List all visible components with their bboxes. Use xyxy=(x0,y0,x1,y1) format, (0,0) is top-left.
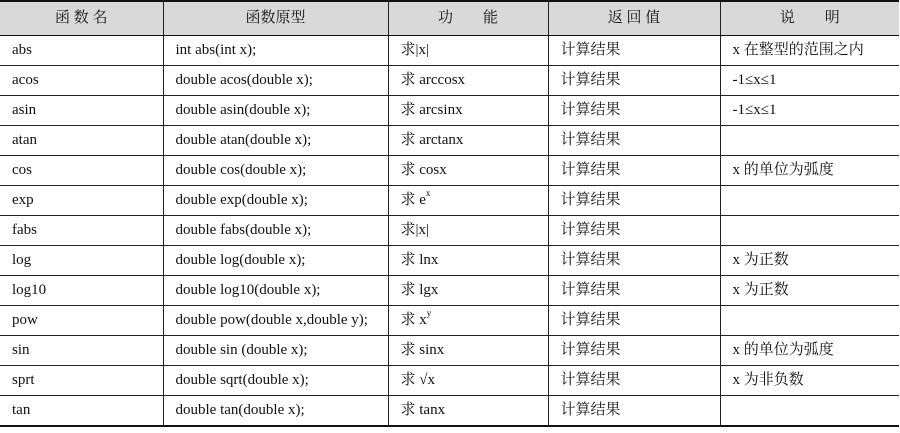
cell-prototype xyxy=(163,66,388,96)
cell-description-text: x 为非负数 xyxy=(732,372,804,388)
cell-return-value xyxy=(548,396,720,427)
cell-description-text: x 在整型的范围之内 xyxy=(732,42,864,58)
cell-return-value xyxy=(548,306,720,336)
cell-return-value-text: 计算结果 xyxy=(560,132,621,148)
cell-function-name xyxy=(0,216,163,246)
cell-function-text: 求 sinx xyxy=(400,342,445,358)
cell-prototype xyxy=(163,186,388,216)
cell-function-name-text: log10 xyxy=(12,282,47,298)
cell-prototype-text: double asin(double x); xyxy=(175,102,311,118)
cell-function xyxy=(388,216,548,246)
cell-description xyxy=(720,126,899,156)
cell-function-name-text: log xyxy=(12,252,32,268)
cell-function-name-text: asin xyxy=(12,102,37,118)
cell-function-text: 求 arcsinx xyxy=(400,102,463,118)
cell-function-name xyxy=(0,276,163,306)
cell-description xyxy=(720,96,899,126)
cell-return-value-text: 计算结果 xyxy=(560,162,621,178)
cell-prototype xyxy=(163,306,388,336)
cell-function-text: 求 arctanx xyxy=(400,132,464,148)
superscript-exponent: y xyxy=(426,308,432,318)
cell-description xyxy=(720,36,899,66)
cell-return-value-text: 计算结果 xyxy=(560,192,621,208)
cell-function-name xyxy=(0,396,163,427)
table-row xyxy=(0,66,899,96)
cell-prototype xyxy=(163,246,388,276)
cell-description-text: x 的单位为弧度 xyxy=(732,342,834,358)
header-return-value: 返 回 值 xyxy=(548,1,720,36)
cell-function xyxy=(388,306,548,336)
cell-description-text: -1≤x≤1 xyxy=(732,102,777,118)
cell-return-value xyxy=(548,336,720,366)
cell-function-text: 求 lnx xyxy=(400,252,439,268)
cell-function-name xyxy=(0,36,163,66)
header-prototype: 函数原型 xyxy=(163,1,388,36)
cell-prototype-text: double sin (double x); xyxy=(175,342,308,358)
cell-return-value xyxy=(548,36,720,66)
cell-prototype-text: double exp(double x); xyxy=(175,192,308,208)
cell-function-name-text: cos xyxy=(12,162,32,178)
cell-return-value xyxy=(548,156,720,186)
cell-function-text: 求 cosx xyxy=(400,162,447,178)
cell-prototype xyxy=(163,216,388,246)
cell-function xyxy=(388,96,548,126)
table-row xyxy=(0,186,899,216)
cell-prototype-text: double log10(double x); xyxy=(175,282,321,298)
cell-function xyxy=(388,156,548,186)
cell-description-text: x 的单位为弧度 xyxy=(732,162,834,178)
table-row xyxy=(0,336,899,366)
table-row xyxy=(0,126,899,156)
table-row xyxy=(0,396,899,427)
cell-function-name-text: fabs xyxy=(12,222,37,238)
superscript-exponent: x xyxy=(425,188,431,198)
cell-prototype-text: double log(double x); xyxy=(175,252,306,268)
cell-return-value xyxy=(548,216,720,246)
cell-prototype xyxy=(163,96,388,126)
cell-return-value xyxy=(548,246,720,276)
cell-description xyxy=(720,66,899,96)
cell-function-name-text: atan xyxy=(12,132,37,148)
cell-function-name-text: sin xyxy=(12,342,30,358)
cell-return-value-text: 计算结果 xyxy=(560,312,621,328)
cell-description xyxy=(720,276,899,306)
cell-function-text: 求 x xyxy=(400,312,427,328)
cell-description-text: -1≤x≤1 xyxy=(732,72,777,88)
table-row xyxy=(0,276,899,306)
cell-prototype xyxy=(163,156,388,186)
cell-function-text: 求 tanx xyxy=(400,402,446,418)
header-function-name: 函 数 名 xyxy=(0,1,163,36)
table-row xyxy=(0,306,899,336)
cell-description xyxy=(720,216,899,246)
cell-description xyxy=(720,186,899,216)
cell-prototype xyxy=(163,396,388,427)
table-row xyxy=(0,156,899,186)
cell-function-name xyxy=(0,366,163,396)
cell-prototype-text: double fabs(double x); xyxy=(175,222,312,238)
cell-function xyxy=(388,186,548,216)
cell-function-text: 求 arccosx xyxy=(400,72,466,88)
cell-function-name-text: sprt xyxy=(12,372,35,388)
cell-return-value-text: 计算结果 xyxy=(560,42,621,58)
cell-prototype-text: double cos(double x); xyxy=(175,162,307,178)
cell-prototype-text: double sqrt(double x); xyxy=(175,372,309,388)
cell-description xyxy=(720,156,899,186)
table-body xyxy=(0,36,899,427)
cell-function-text: 求|x| xyxy=(400,222,430,238)
cell-function-name xyxy=(0,156,163,186)
cell-prototype-text: double tan(double x); xyxy=(175,402,305,418)
table-row xyxy=(0,216,899,246)
cell-function-name xyxy=(0,246,163,276)
table-row xyxy=(0,96,899,126)
cell-prototype xyxy=(163,366,388,396)
cell-function-text: 求 e xyxy=(400,192,426,208)
cell-function-name xyxy=(0,306,163,336)
cell-description xyxy=(720,366,899,396)
cell-return-value xyxy=(548,276,720,306)
header-description: 说 明 xyxy=(720,1,899,36)
cell-function-name-text: tan xyxy=(12,402,31,418)
cell-prototype-text: int abs(int x); xyxy=(175,42,257,58)
table-row xyxy=(0,366,899,396)
cell-function-name-text: acos xyxy=(12,72,39,88)
cell-function-text: 求 lgx xyxy=(400,282,439,298)
cell-function-name xyxy=(0,186,163,216)
cell-return-value xyxy=(548,126,720,156)
cell-function-name-text: exp xyxy=(12,192,34,208)
cell-return-value-text: 计算结果 xyxy=(560,402,621,418)
cell-function-text: 求 √x xyxy=(400,372,435,388)
cell-prototype-text: double atan(double x); xyxy=(175,132,312,148)
table-row xyxy=(0,36,899,66)
cell-prototype xyxy=(163,336,388,366)
cell-return-value xyxy=(548,186,720,216)
cell-prototype-text: double pow(double x,double y); xyxy=(175,312,368,328)
cell-return-value-text: 计算结果 xyxy=(560,222,621,238)
cell-return-value-text: 计算结果 xyxy=(560,372,621,388)
table-row xyxy=(0,246,899,276)
cell-function xyxy=(388,36,548,66)
cell-function-text: 求|x| xyxy=(400,42,430,58)
cell-function xyxy=(388,246,548,276)
cell-function xyxy=(388,276,548,306)
cell-function-name xyxy=(0,66,163,96)
cell-prototype-text: double acos(double x); xyxy=(175,72,313,88)
cell-prototype xyxy=(163,36,388,66)
cell-return-value xyxy=(548,66,720,96)
cell-function-name xyxy=(0,96,163,126)
table-header-row xyxy=(0,1,899,36)
cell-function xyxy=(388,366,548,396)
cell-function-name-text: abs xyxy=(12,42,32,58)
cell-return-value xyxy=(548,96,720,126)
cell-function xyxy=(388,396,548,427)
cell-function-name xyxy=(0,126,163,156)
cell-function xyxy=(388,66,548,96)
cell-description-text: x 为正数 xyxy=(732,252,789,268)
cell-function xyxy=(388,126,548,156)
cell-function-name-text: pow xyxy=(12,312,38,328)
cell-function-name xyxy=(0,336,163,366)
cell-return-value-text: 计算结果 xyxy=(560,252,621,268)
cell-description-text: x 为正数 xyxy=(732,282,789,298)
cell-return-value xyxy=(548,366,720,396)
cell-description xyxy=(720,396,899,427)
header-function: 功 能 xyxy=(388,1,548,36)
cell-description xyxy=(720,306,899,336)
cell-return-value-text: 计算结果 xyxy=(560,102,621,118)
cell-prototype xyxy=(163,126,388,156)
cell-prototype xyxy=(163,276,388,306)
cell-return-value-text: 计算结果 xyxy=(560,72,621,88)
cell-description xyxy=(720,246,899,276)
cell-return-value-text: 计算结果 xyxy=(560,282,621,298)
cell-description xyxy=(720,336,899,366)
cell-return-value-text: 计算结果 xyxy=(560,342,621,358)
cell-function xyxy=(388,336,548,366)
